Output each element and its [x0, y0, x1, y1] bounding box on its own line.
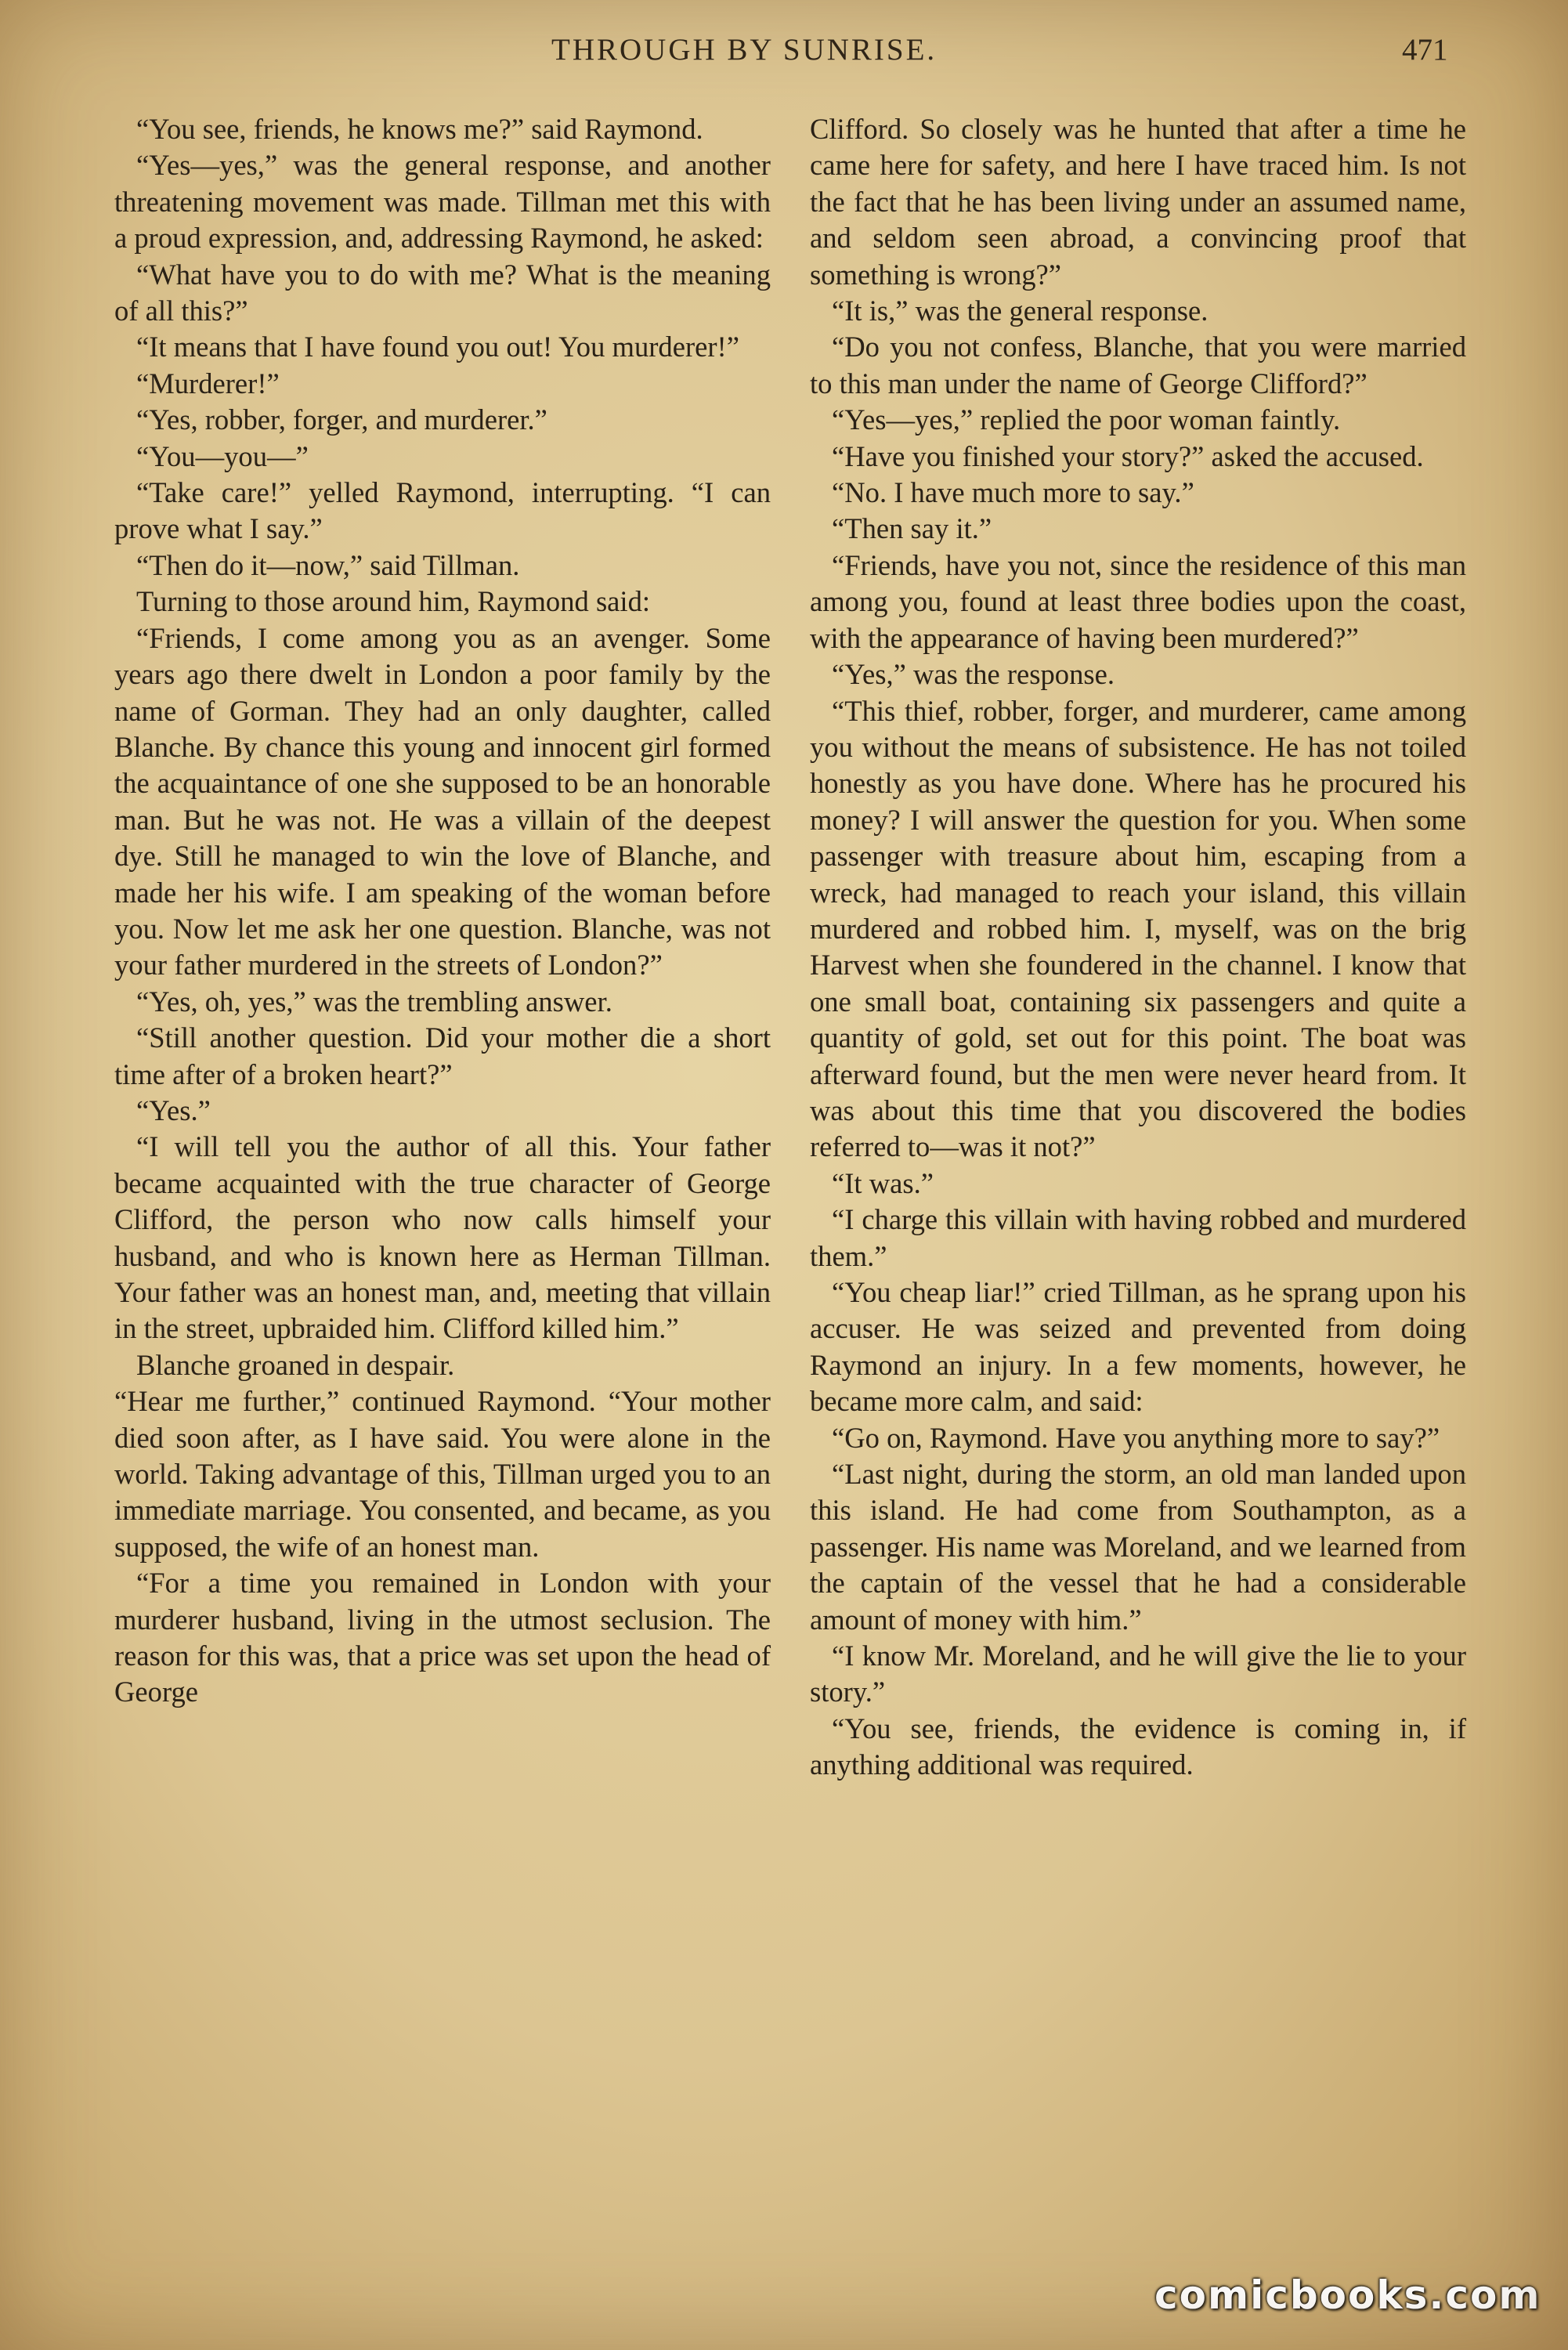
- paragraph: “Take care!” yelled Raymond, interrupting. “I can prove what I say.”: [114, 476, 771, 545]
- paragraph: “Last night, during the storm, an old man landed upon this island. He had come from Southampton, as a passenger. His name was Moreland, and we learned from the captain of the vessel that he had a considerable amount of money with him.”: [810, 1458, 1466, 1636]
- paragraph: “What have you to do with me? What is the meaning of all this?”: [114, 258, 771, 327]
- paragraph: “It is,” was the general response.: [832, 295, 1209, 327]
- paragraph: “Hear me further,” continued Raymond. “Your mother died soon after, as I have said. You were alone in the world. Taking advantage of this, Tillman urged you to an immediate marriage. You consented, and became, as you supposed, the wife of an honest man.: [114, 1385, 771, 1563]
- paragraph: “Yes.”: [136, 1094, 211, 1126]
- paragraph: Blanche groaned in despair.: [136, 1348, 455, 1381]
- paragraph: “It means that I have found you out! You murderer!”: [136, 331, 739, 363]
- running-title: THROUGH BY SUNRISE.: [551, 33, 938, 67]
- paragraph: “You cheap liar!” cried Tillman, as he sprang upon his accuser. He was seized and prevented from doing Raymond an injury. In a few moments, however, he became more calm, and said:: [810, 1276, 1466, 1418]
- paragraph: “I will tell you the author of all this. Your father became acquainted with the true character of George Clifford, the person who now calls himself your husband, and who is known here as Herman Tillman. Your father was an honest man, and, meeting that villain in the street, upbraided him. Clifford killed him.”: [114, 1130, 771, 1345]
- page-number: 471: [1402, 33, 1448, 67]
- paragraph: “No. I have much more to say.”: [832, 476, 1194, 509]
- paragraph: “Friends, have you not, since the residence of this man among you, found at least three bodies upon the coast, with the appearance of having been murdered?”: [810, 548, 1466, 654]
- paragraph: “I charge this villain with having robbed and murdered them.”: [810, 1203, 1466, 1272]
- paragraph: “Then do it—now,” said Tillman.: [136, 548, 520, 581]
- paragraph: “Yes—yes,” was the general response, and another threatening movement was made. Tillman met this with a proud expression, and, addressing Raymond, he asked:: [114, 149, 771, 255]
- paragraph: “Do you not confess, Blanche, that you were married to this man under the name of George Clifford?”: [810, 331, 1466, 400]
- paragraph: “You see, friends, he knows me?” said Raymond.: [136, 113, 703, 145]
- paragraph: “Yes, oh, yes,” was the trembling answer.: [136, 985, 612, 1018]
- paragraph: “Then say it.”: [832, 512, 992, 545]
- paragraph: “Still another question. Did your mother die a short time after of a broken heart?”: [114, 1021, 771, 1090]
- paragraph: “I know Mr. Moreland, and he will give the lie to your story.”: [810, 1640, 1466, 1708]
- running-header: [0, 27, 1568, 74]
- paragraph: “Yes,” was the response.: [832, 658, 1115, 691]
- paragraph: Clifford. So closely was he hunted that after a time he came here for safety, and here I have traced him. Is not the fact that he has been living under an assumed name, and seldom seen abroad, a convincing proof that something is wrong?”: [810, 113, 1466, 291]
- paragraph: “Yes—yes,” replied the poor woman faintly.: [832, 403, 1341, 436]
- paragraph: “You see, friends, the evidence is coming in, if anything additional was required.: [810, 1712, 1466, 1781]
- paragraph: “Yes, robber, forger, and murderer.”: [136, 403, 547, 436]
- site-watermark: comicbooks.com: [1154, 2272, 1541, 2318]
- paragraph: “Friends, I come among you as an avenger. Some years ago there dwelt in London a poor family by the name of Gorman. They had an only daughter, called Blanche. By chance this young and innocent girl formed the acquaintance of one she supposed to be an honorable man. But he was not. He was a villain of the deepest dye. Still he managed to win the love of Blanche, and made her his wife. I am speaking of the woman before you. Now let me ask her one question. Blanche, was not your father murdered in the streets of London?”: [114, 621, 771, 982]
- paragraph: “It was.”: [832, 1166, 934, 1199]
- paragraph: “You—you—”: [136, 439, 309, 472]
- paragraph: “Murderer!”: [136, 367, 280, 400]
- paragraph: “Have you finished your story?” asked the accused.: [832, 439, 1424, 472]
- paragraph: “Go on, Raymond. Have you anything more to say?”: [832, 1421, 1440, 1454]
- paragraph: “This thief, robber, forger, and murderer, came among you without the means of subsistence. He has not toiled honestly as you have done. Where has he procured his money? I will answer the question for you. When some passenger with treasure about him, escaping from a wreck, had managed to reach your island, this villain murdered and robbed him. I, myself, was on the brig Harvest when she foundered in the channel. I know that one small boat, containing six passengers and quite a quantity of gold, set out for this point. The boat was afterward found, but the men were never heard from. It was about this time that you discovered the bodies referred to—was it not?”: [810, 694, 1466, 1163]
- paragraph: “For a time you remained in London with your murderer husband, living in the utmost seclusion. The reason for this was, that a price was set upon the head of George: [114, 1567, 771, 1708]
- left-text-column: [114, 111, 771, 1711]
- paragraph: Turning to those around him, Raymond said:: [136, 585, 651, 618]
- right-text-column: [810, 111, 1466, 1784]
